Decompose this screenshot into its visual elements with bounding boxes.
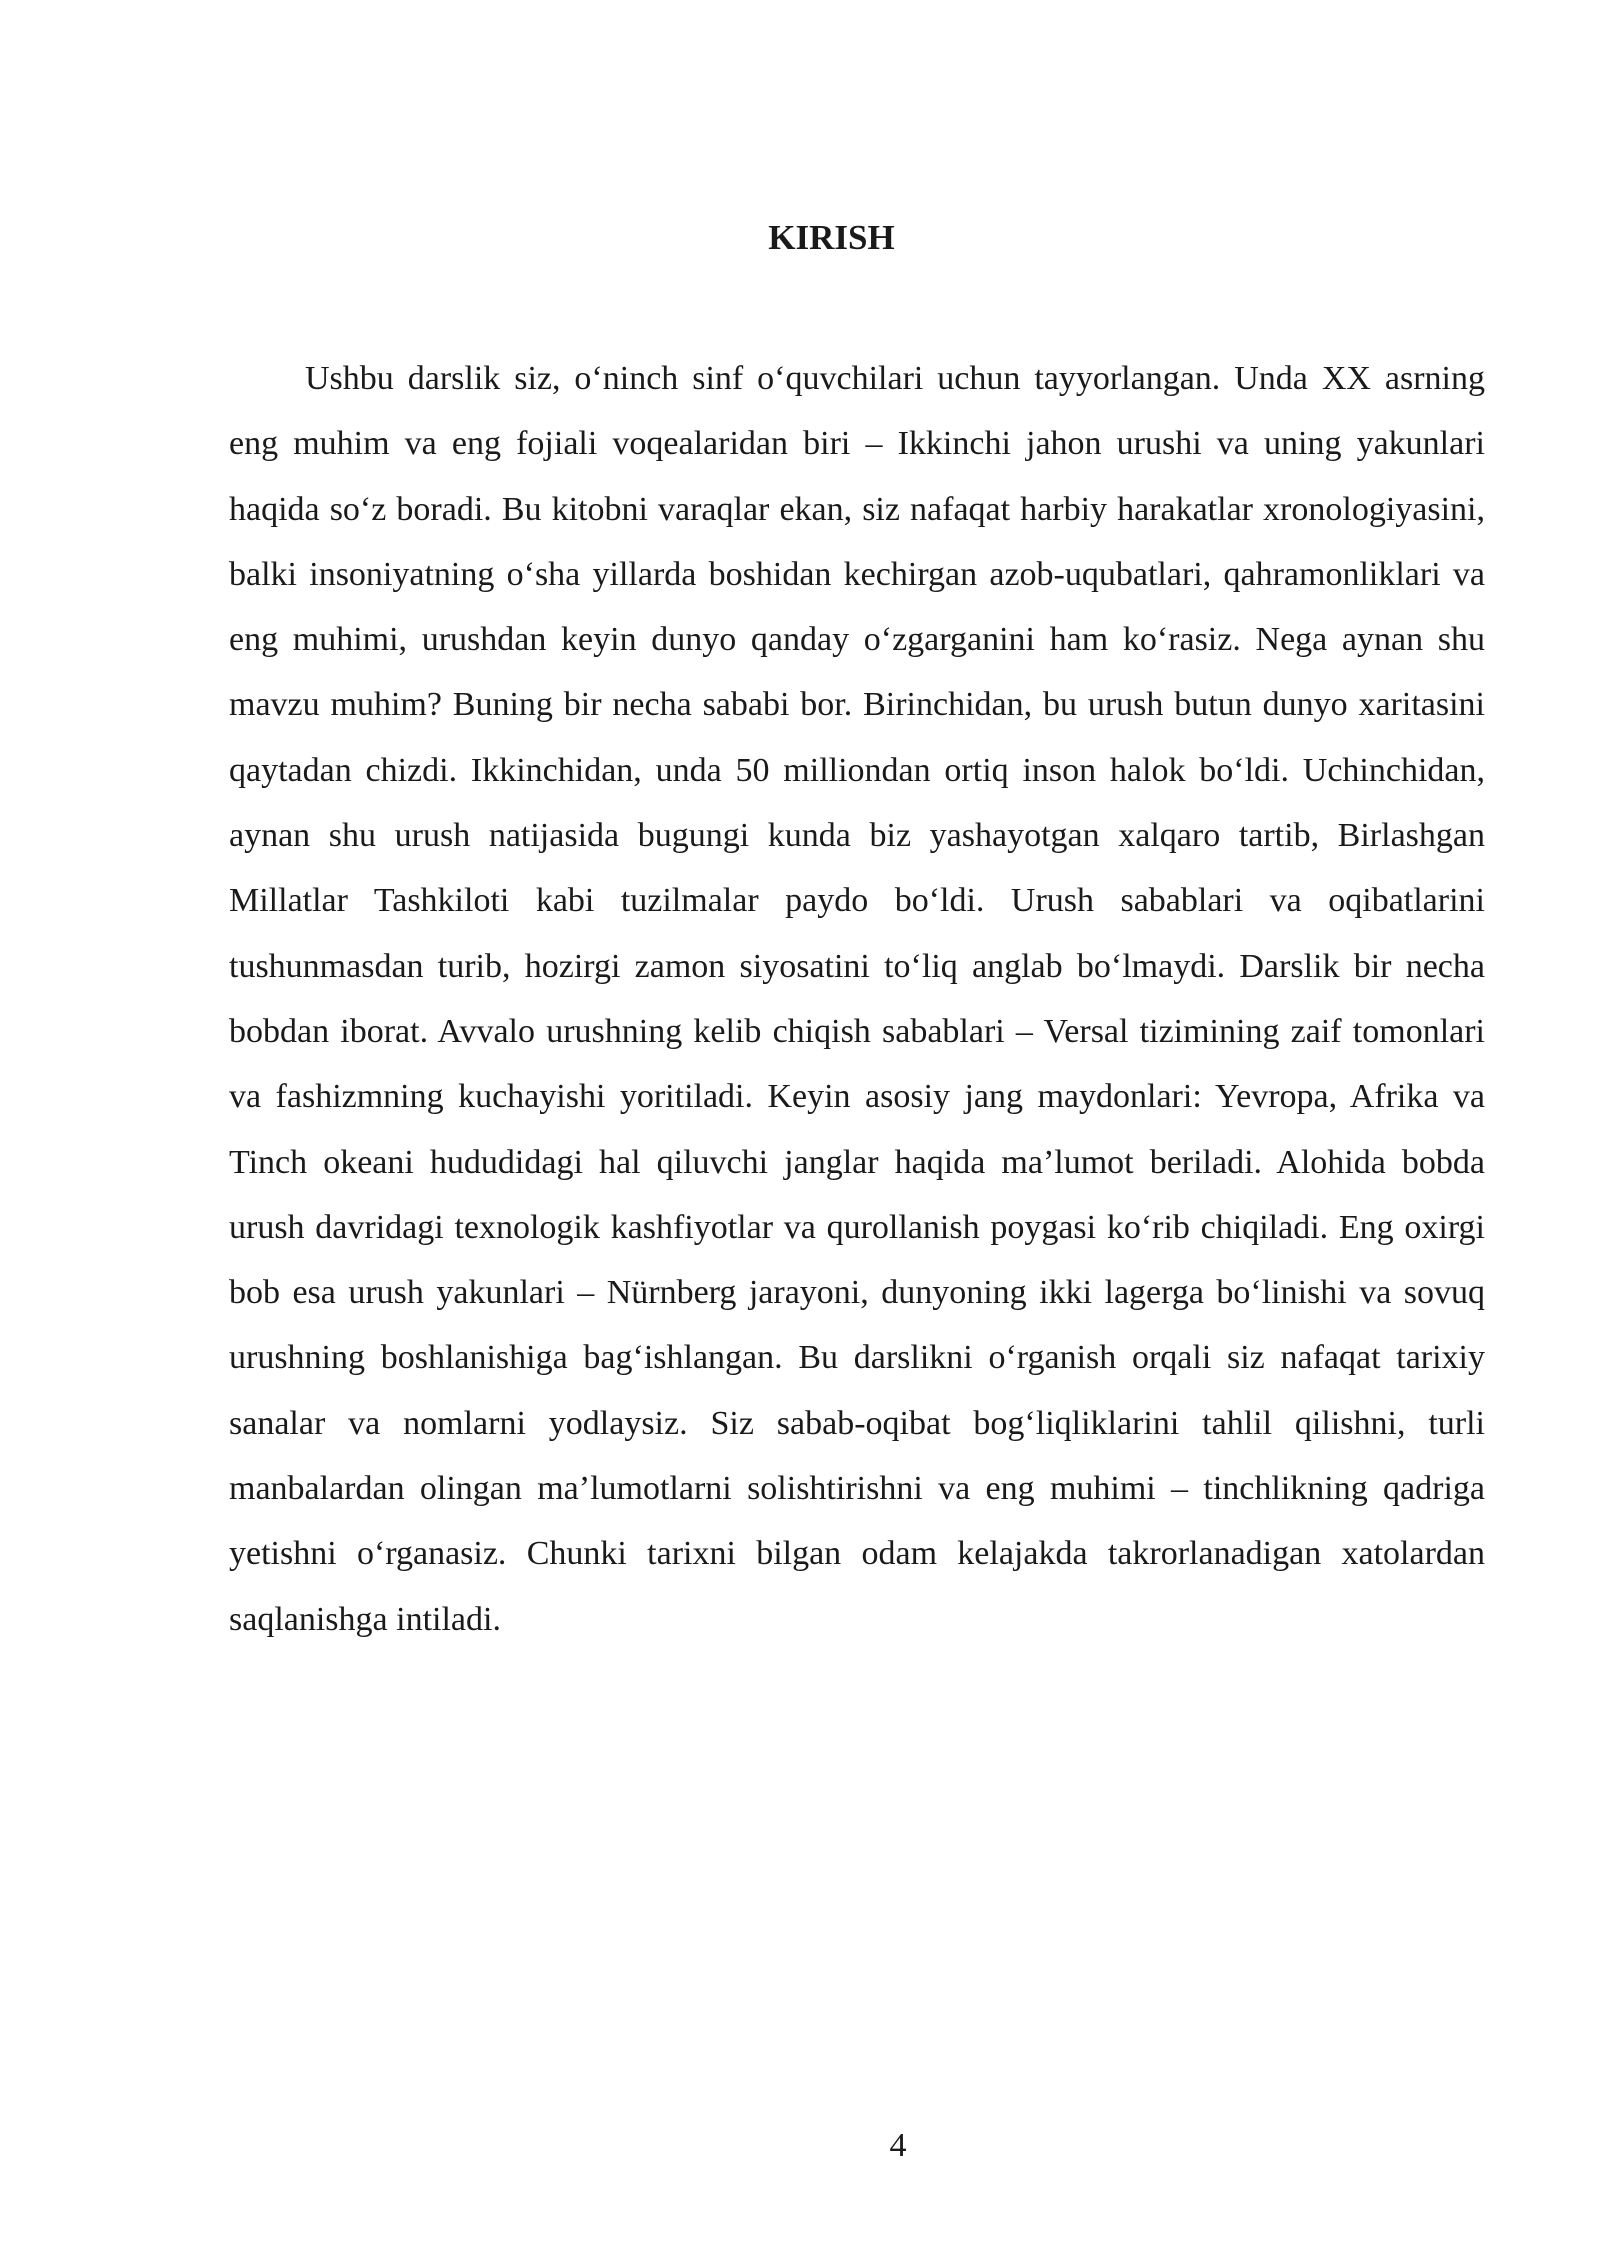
page-number: 4 — [889, 2127, 907, 2164]
page-title: KIRISH — [768, 218, 895, 257]
introduction-paragraph: Ushbu darslik siz, o‘ninch sinf o‘quvchilari uchun tayyorlangan. Unda XX asrning eng muhim va eng fojiali voqealaridan biri – Ikkinchi jahon urushi va uning yakunlari haqida so‘z boradi. Bu kitobni varaqlar ekan, siz nafaqat harbiy harakatlar xronologiyasini, balki insoniyatning o‘sha yillarda boshidan kechirgan azob-uqubatlari, qahramonliklari va eng muhimi, urushdan keyin dunyo qanday o‘zgarganini ham ko‘rasiz. Nega aynan shu mavzu muhim? Buning bir necha sababi bor. Birinchidan, bu urush butun dunyo xaritasini qaytadan chizdi. Ikkinchidan, unda 50 milliondan ortiq inson halok bo‘ldi. Uchinchidan, aynan shu urush natijasida bugungi kunda biz yashayotgan xalqaro tartib, Birlashgan Millatlar Tashkiloti kabi tuzilmalar paydo bo‘ldi. Urush sabablari va oqibatlarini tushunmasdan turib, hozirgi zamon siyosatini to‘liq anglab bo‘lmaydi. Darslik bir necha bobdan iborat. Avvalo urushning kelib chiqish sabablari – Versal tizimining zaif tomonlari va fashizmning kuchayishi yoritiladi. Keyin asosiy jang maydonlari: Yevropa, Afrika va Tinch okeani hududidagi hal qiluvchi janglar haqida ma’lumot beriladi. Alohida bobda urush davridagi texnologik kashfiyotlar va qurollanish poygasi ko‘rib chiqiladi. Eng oxirgi bob esa urush yakunlari – Nürnberg jarayoni, dunyoning ikki lagerga bo‘linishi va sovuq urushning boshlanishiga bag‘ishlangan. Bu darslikni o‘rganish orqali siz nafaqat tarixiy sanalar va nomlarni yodlaysiz. Siz sabab-oqibat bog‘liqliklarini tahlil qilishni, turli manbalardan olingan ma’lumotlarni solishtirishni va eng muhimi – tinchlikning qadriga yetishni o‘rganasiz. Chunki tarixni bilgan odam kelajakda takrorlanadigan xatolardan saqlanishga intiladi. — [229, 360, 1485, 1638]
